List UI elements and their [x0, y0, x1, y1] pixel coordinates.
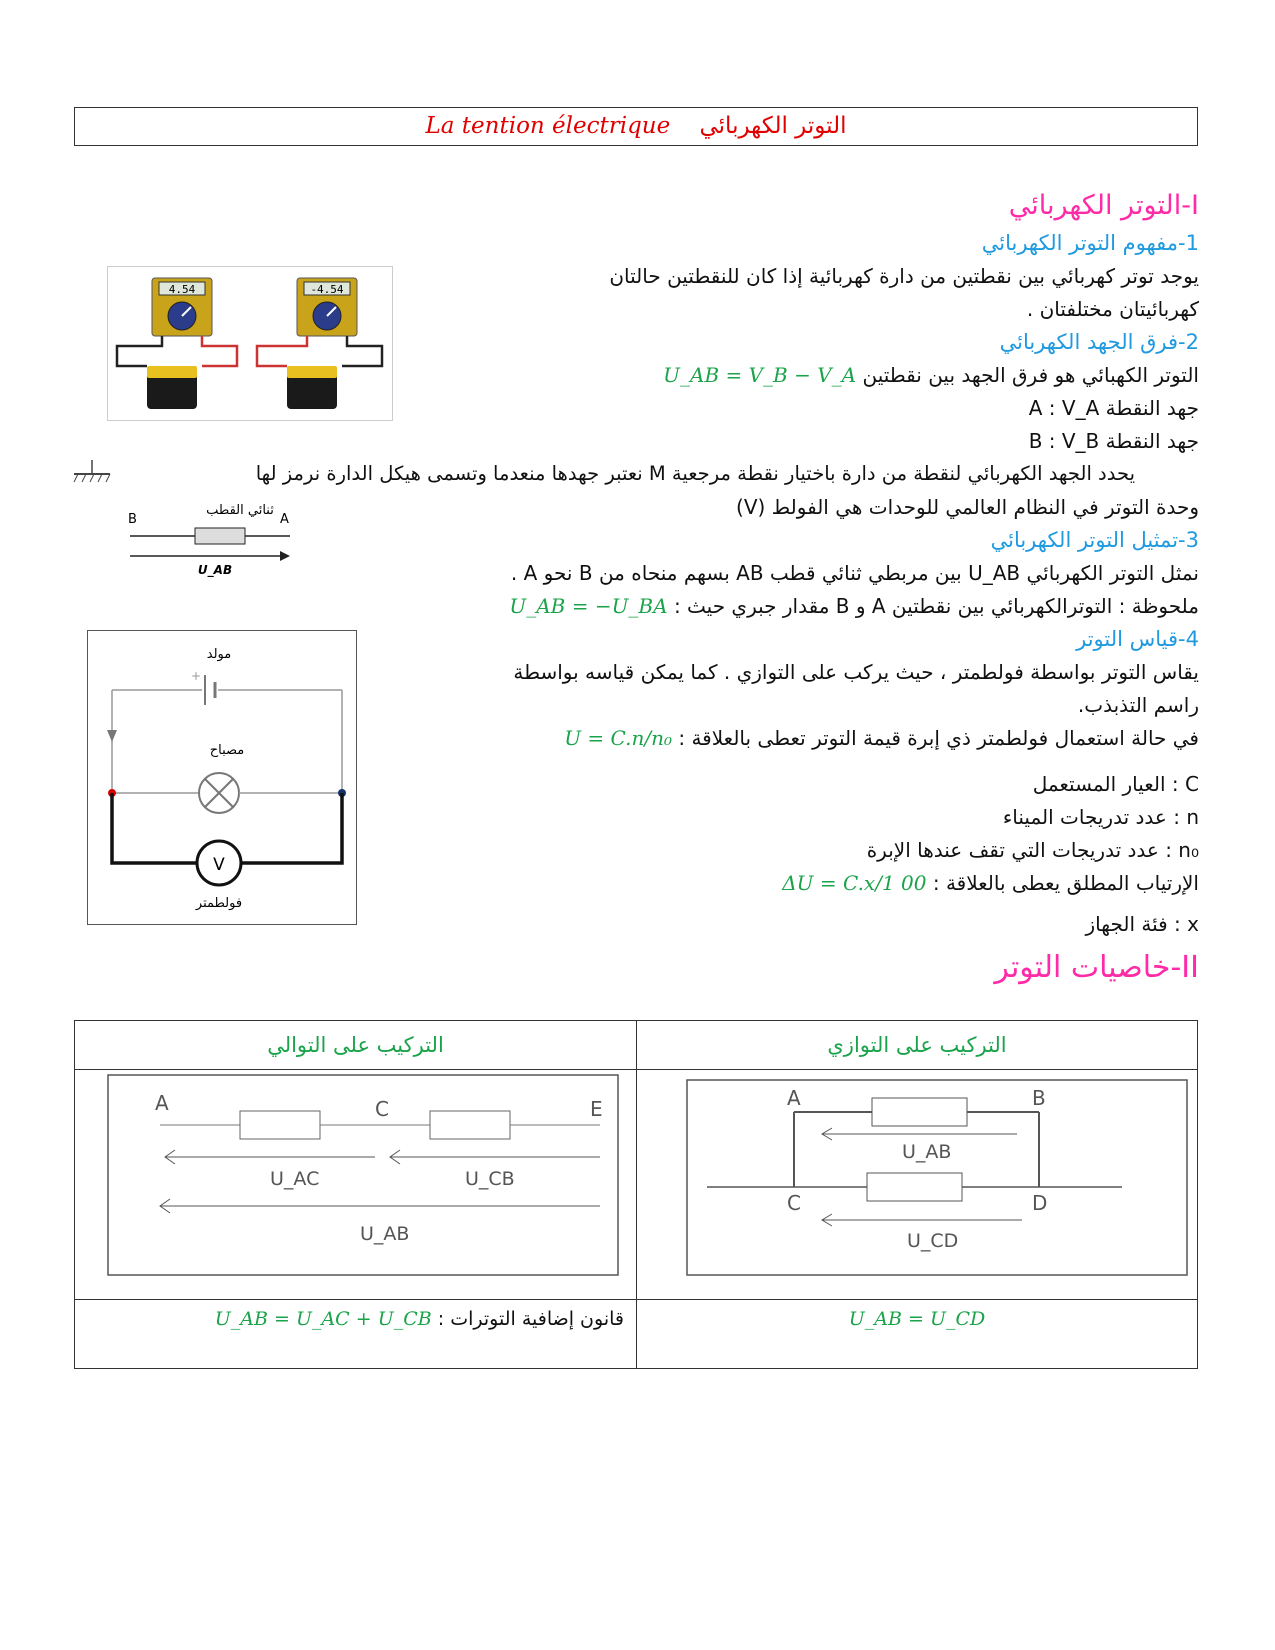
sub4-delta — [782, 871, 1199, 895]
series-law-cell — [75, 1300, 637, 1369]
multimeter-right — [297, 278, 357, 336]
display-left: 4.54 — [168, 283, 196, 296]
title-arabic: التوتر الكهربائي — [699, 113, 847, 139]
series-law-text: قانون إضافية التوترات : — [437, 1308, 624, 1330]
sub4-delta-text: الإرتياب المطلق يعطى بالعلاقة : — [932, 871, 1199, 895]
sub1-line1: يوجد توتر كهربائي بين نقطتين من دارة كهربائية إذا كان للنقطتين حالتان — [609, 264, 1199, 288]
sub2-heading: 2-فرق الجهد الكهربائي — [999, 330, 1199, 354]
series-a: A — [155, 1091, 169, 1115]
sub4-line3-formula: U = C.n/n₀ — [564, 726, 672, 750]
series-e: E — [590, 1097, 603, 1121]
parallel-header: التركيب على التوازي — [637, 1021, 1198, 1070]
sub3-note — [509, 594, 1199, 618]
dipole-a: A — [280, 512, 289, 527]
title-box — [74, 107, 1198, 146]
dipole-figure — [120, 500, 300, 580]
properties-table — [74, 1020, 1198, 1369]
sub1-line2: كهربائيتان مختلفتان . — [1026, 297, 1199, 321]
sub2-vb: جهد النقطة B : V_B — [1028, 429, 1199, 453]
parallel-ucd: U_CD — [907, 1230, 959, 1252]
svg-text:+: + — [191, 669, 202, 683]
circuit-generator: مولد — [206, 647, 232, 662]
series-header: التركيب على التوالي — [75, 1021, 637, 1070]
dipole-label: ثنائي القطب — [206, 503, 274, 518]
sub4-heading: 4-قياس التوتر — [1076, 627, 1199, 651]
sub3-note-formula: U_AB = −U_BA — [509, 594, 668, 618]
section1-heading: I-التوتر الكهربائي — [1008, 190, 1199, 221]
sub4-line3-text: في حالة استعمال فولطمتر ذي إبرة قيمة التوتر تعطى بالعلاقة : — [678, 726, 1199, 750]
sub4-line1: يقاس التوتر بواسطة فولطمتر ، حيث يركب على التوازي . كما يمكن قياسه بواسطة — [513, 660, 1199, 684]
parallel-d: D — [1032, 1191, 1048, 1215]
sub3-note-text: ملحوظة : التوترالكهربائي بين نقطتين A و B مقدار جبري حيث : — [673, 594, 1199, 618]
title-french: La tention électrique — [425, 113, 671, 139]
sub2-line1 — [663, 363, 1199, 387]
sub4-line2: راسم التذبذب. — [1077, 693, 1199, 717]
ground-icon — [70, 458, 114, 488]
series-diagram-cell — [75, 1070, 637, 1300]
sub1-heading: 1-مفهوم التوتر الكهربائي — [981, 231, 1199, 255]
series-c: C — [375, 1097, 389, 1121]
series-circuit-diagram — [75, 1070, 635, 1295]
parallel-a: A — [787, 1086, 801, 1110]
parallel-uab: U_AB — [902, 1141, 952, 1163]
voltmeter-circuit-figure — [87, 630, 357, 925]
sub2-va: جهد النقطة A : V_A — [1028, 396, 1199, 420]
sub2-line1-text: التوتر الكهبائي هو فرق الجهد بين نقطتين — [862, 363, 1199, 387]
parallel-law-formula: U_AB = U_CD — [848, 1308, 986, 1330]
parallel-diagram-cell — [637, 1070, 1198, 1300]
dipole-u: U_AB — [197, 563, 233, 577]
sub3-line1: نمثل التوتر الكهربائي U_AB بين مربطي ثنائي قطب AB بسهم منحاه من B نحو A . — [510, 561, 1199, 585]
circuit-voltmeter: فولطمتر — [195, 896, 243, 911]
series-uac: U_AC — [270, 1168, 320, 1190]
parallel-c: C — [787, 1191, 801, 1215]
circuit-lamp: مصباح — [209, 743, 245, 758]
multimeter-left — [152, 278, 212, 336]
multimeter-figure — [107, 266, 393, 421]
sub2-line4: يحدد الجهد الكهربائي لنقطة من دارة باختيار نقطة مرجعية M نعتبر جهدها منعدما وتسمى هيكل الدارة نرمز لها — [255, 462, 1135, 485]
sub4-n0-def: n₀ : عدد تدريجات التي تقف عندها الإبرة — [866, 838, 1199, 862]
parallel-circuit-diagram — [637, 1070, 1197, 1295]
sub2-line5: وحدة التوتر في النظام العالمي للوحدات هي الفولط (V) — [736, 495, 1199, 519]
section2-heading: II-خاصيات التوتر — [994, 950, 1199, 985]
sub4-x-def: x : فئة الجهاز — [1085, 912, 1199, 936]
sub2-formula: U_AB = V_B − V_A — [663, 363, 857, 387]
dipole-b: B — [128, 512, 137, 527]
parallel-b: B — [1032, 1086, 1046, 1110]
sub4-delta-formula: ΔU = C.x/1 00 — [782, 871, 927, 895]
sub4-line3 — [564, 726, 1199, 750]
series-uab: U_AB — [360, 1223, 410, 1245]
parallel-law-cell — [637, 1300, 1198, 1369]
series-ucb: U_CB — [465, 1168, 515, 1190]
sub4-n-def: n : عدد تدريجات الميناء — [1002, 805, 1199, 829]
series-law-formula: U_AB = U_AC + U_CB — [214, 1308, 432, 1330]
circuit-v: V — [213, 855, 225, 875]
sub3-heading: 3-تمثيل التوتر الكهربائي — [990, 528, 1199, 552]
sub4-c-def: C : العيار المستعمل — [1032, 772, 1199, 796]
display-right: -4.54 — [310, 283, 344, 296]
